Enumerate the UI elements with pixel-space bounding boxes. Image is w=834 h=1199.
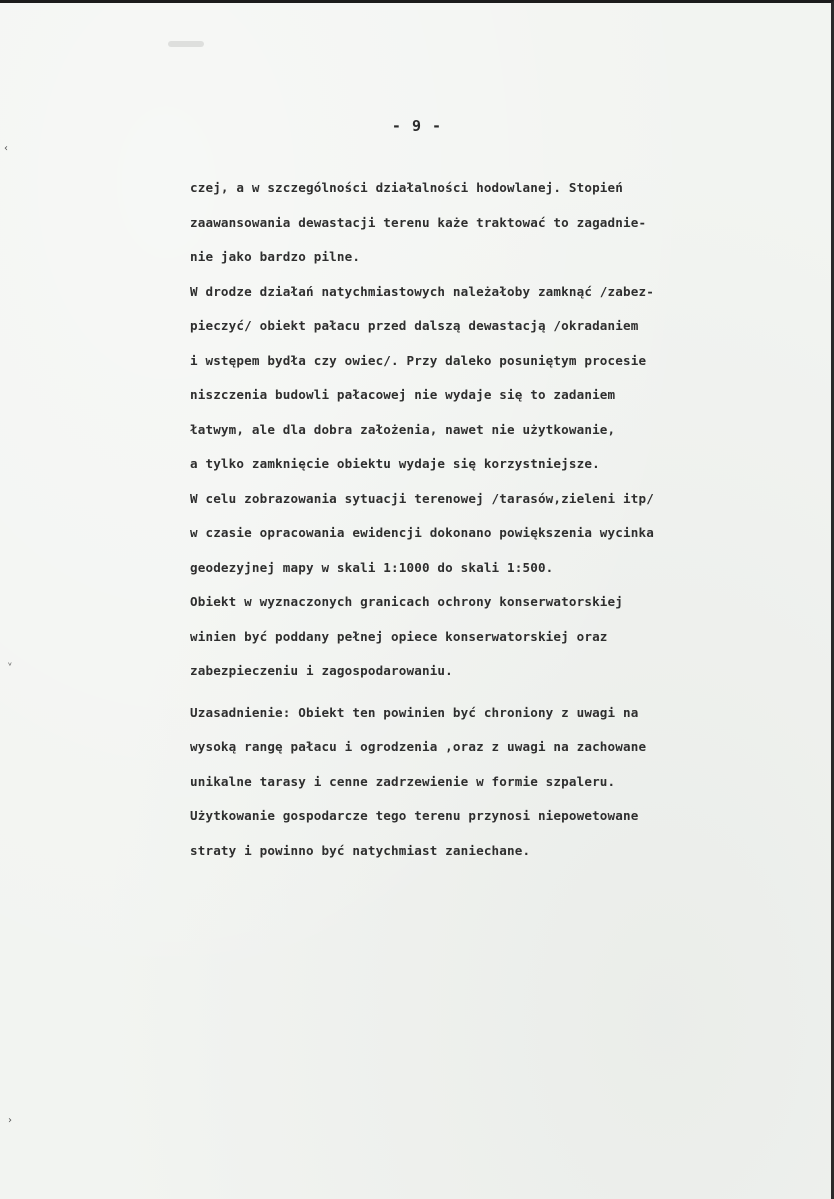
text-line: pieczyć/ obiekt pałacu przed dalszą dewastacją /okradaniem <box>190 318 639 333</box>
text-line: zabezpieczeniu i zagospodarowaniu. <box>190 663 453 678</box>
text-line: Obiekt w wyznaczonych granicach ochrony konserwatorskiej <box>190 594 623 609</box>
text-line: winien być poddany pełnej opiece konserwatorskiej oraz <box>190 628 608 644</box>
margin-tick-mark: › <box>8 1115 12 1126</box>
text-line: i wstępem bydła czy owiec/. Przy daleko posuniętym procesie <box>190 352 647 368</box>
justification-line: straty i powinno być natychmiast zaniechane. <box>190 842 531 858</box>
text-line: a tylko zamknięcie obiektu wydaje się korzystniejsze. <box>190 456 600 471</box>
text-line: geodezyjnej mapy w skali 1:1000 do skali 1:500. <box>190 559 554 575</box>
page-number: - 9 - <box>391 117 443 135</box>
text-line: w czasie opracowania ewidencji dokonano powiększenia wycinka <box>190 525 654 540</box>
text-line: czej, a w szczególności działalności hodowlanej. Stopień <box>190 180 623 195</box>
text-line: łatwym, ale dla dobra założenia, nawet nie użytkowanie, <box>190 421 616 437</box>
margin-tick-mark: ‹ <box>4 143 8 154</box>
justification-line: Uzasadnienie: Obiekt ten powinien być chroniony z uwagi na <box>190 704 639 720</box>
text-line: nie jako bardzo pilne. <box>190 249 361 264</box>
margin-tick-mark: ᵛ <box>8 661 13 672</box>
justification-line: Użytkowanie gospodarcze tego terenu przynosi niepowetowane <box>190 808 639 823</box>
text-line: niszczenia budowli pałacowej nie wydaje się to zadaniem <box>190 387 616 402</box>
text-line: W celu zobrazowania sytuacji terenowej /tarasów,zieleni itp/ <box>190 490 654 506</box>
justification-line: unikalne tarasy i cenne zadrzewienie w formie szpaleru. <box>190 773 616 789</box>
text-line: W drodze działań natychmiastowych należałoby zamknąć /zabez- <box>190 283 654 299</box>
text-line: zaawansowania dewastacji terenu każe traktować to zagadnie- <box>190 214 647 230</box>
scan-smudge <box>168 41 204 47</box>
justification-line: wysoką rangę pałacu i ogrodzenia ,oraz z uwagi na zachowane <box>190 739 647 754</box>
body-text <box>190 171 810 868</box>
